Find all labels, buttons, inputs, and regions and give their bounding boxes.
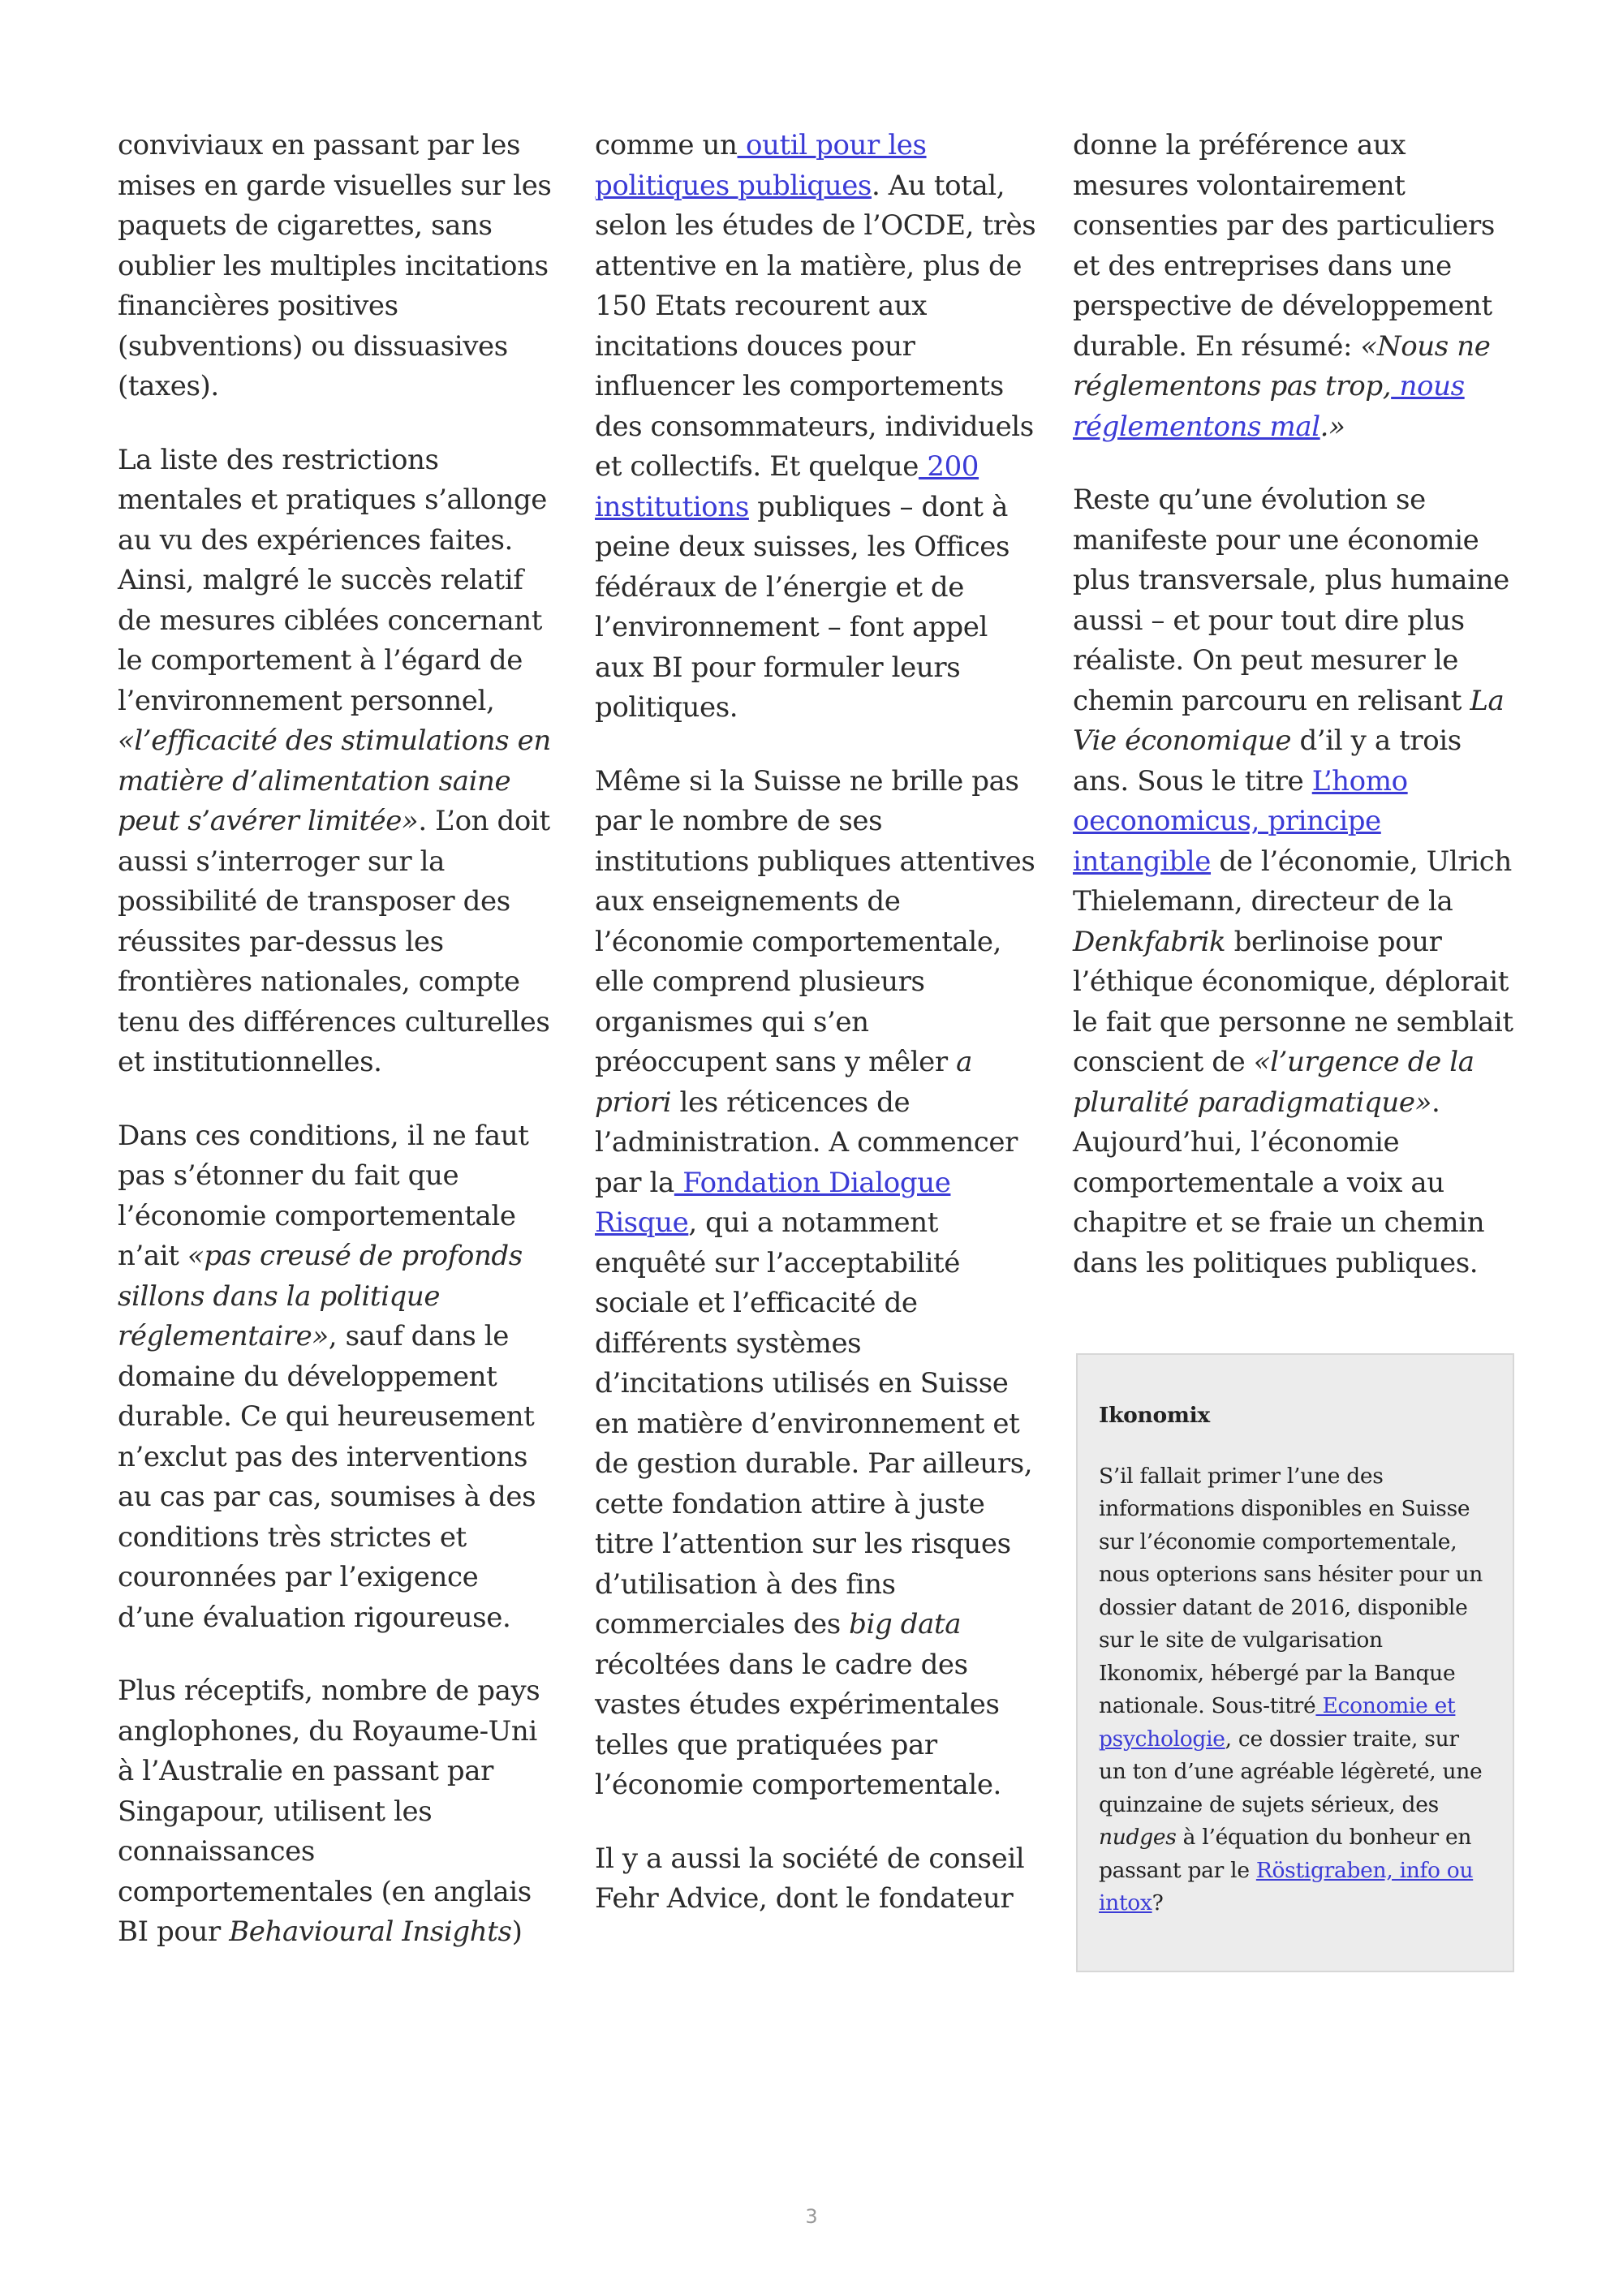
paragraph: conviviaux en passant par les mises en garde visuelles sur les paquets de cigarettes, sans oublier les multiples incitations financières positives (subventions) ou dissuasives (taxes). <box>118 129 552 402</box>
ikonomix-sidebar-box <box>1076 1353 1514 1972</box>
paragraph: La liste des restrictions mentales et pratiques s’allonge au vu des expériences faites. Ainsi, malgré le succès relatif de mesures ciblées concernant le comportement à l’égard de l’environnement personnel, «l’efficacité des stimulations en matière d’alimentation saine peut s’avérer limitée». L’on doit aussi s’interroger sur la possibilité de transposer des réussites par-dessus les frontières nationales, compte tenu des différences culturelles et institutionnelles. <box>118 443 551 1078</box>
paragraph: comme un outil pour les politiques publiques. Au total, selon les études de l’OCDE, très attentive en la matière, plus de 150 Etats recourent aux incitations douces pour influencer les comportements des consommateurs, individuels et collectifs. Et quelque 200 institutions publiques – dont à peine deux suisses, les Offices fédéraux de l’énergie et de l’environnement – font appel aux BI pour formuler leurs politiques. <box>595 129 1036 724</box>
page-number: 3 <box>805 2205 818 2228</box>
link-200-institutions[interactable]: 200 institutions <box>595 450 979 523</box>
link-reglementons-mal[interactable]: nous réglementons mal <box>1073 370 1465 443</box>
link-economie-psychologie[interactable]: Economie et psychologie <box>1099 1693 1456 1752</box>
link-outil-politiques-publiques[interactable]: outil pour les politiques publiques <box>595 129 927 202</box>
paragraph: donne la préférence aux mesures volontairement consenties par des particuliers et des entreprises dans une perspective de développement durable. En résumé: «Nous ne réglementons pas trop, nous réglementons mal.» <box>1073 129 1495 443</box>
paragraph: Dans ces conditions, il ne faut pas s’étonner du fait que l’économie comportementale n’ait «pas creusé de profonds sillons dans la politique réglementaire», sauf dans le domaine du développement durable. Ce qui heureusement n’exclut pas des interventions au cas par cas, soumises à des conditions très strictes et couronnées par l’exigence d’une évaluation rigoureuse. <box>118 1119 536 1634</box>
paragraph: Il y a aussi la société de conseil Fehr Advice, dont le fondateur <box>595 1842 1025 1915</box>
link-rostigraben[interactable]: Röstigraben, info ou intox <box>1099 1857 1474 1915</box>
text-column-3 <box>1073 126 1515 1317</box>
text-column-1 <box>118 126 560 1986</box>
box-text: S’il fallait primer l’une des informations disponibles en Suisse sur l’économie comportementale, nous opterions sans hésiter pour un dossier datant de 2016, disponible sur le site de vulgarisation Ikonomix, hébergé par la Banque nationale. Sous-titré Economie et psychologie, ce dossier traite, sur un ton d’une agréable légèreté, une quinzaine de sujets sérieux, des nudges à l’équation du bonheur en passant par le Röstigraben, info ou intox? <box>1099 1463 1483 1915</box>
paragraph: Reste qu’une évolution se manifeste pour une économie plus transversale, plus humaine aussi – et pour tout dire plus réaliste. On peut mesurer le chemin parcouru en relisant La Vie économique d’il y a trois ans. Sous le titre L’homo oeconomicus, principe intangible de l’économie, Ulrich Thielemann, directeur de la Denkfabrik berlinoise pour l’éthique économique, déplorait le fait que personne ne semblait conscient de «l’urgence de la pluralité paradigmatique». Aujourd’hui, l’économie comportementale a voix au chapitre et se fraie un chemin dans les politiques publiques. <box>1073 484 1513 1279</box>
box-title: Ikonomix <box>1099 1403 1210 1428</box>
text-column-2 <box>595 126 1037 1953</box>
paragraph: Plus réceptifs, nombre de pays anglophones, du Royaume-Uni à l’Australie en passant par Singapour, utilisent les connaissances comportementales (en anglais BI pour Behavioural Insights) <box>118 1675 540 1948</box>
link-homo-oeconomicus[interactable]: L’homo oeconomicus, principe intangible <box>1073 764 1408 878</box>
paragraph: Même si la Suisse ne brille pas par le nombre de ses institutions publiques attentives aux enseignements de l’économie comportementale, elle comprend plusieurs organismes qui s’en préoccupent sans y mêler a priori les réticences de l’administration. A commencer par la Fondation Dialogue Risque, qui a notamment enquêté sur l’acceptabilité sociale et l’efficacité de différents systèmes d’incitations utilisés en Suisse en matière d’environnement et de gestion durable. Par ailleurs, cette fondation attire à juste titre l’attention sur les risques d’utilisation à des fins commerciales des big data récoltées dans le cadre des vastes études expérimentales telles que pratiquées par l’économie comportementale. <box>595 764 1035 1801</box>
link-fondation-dialogue-risque[interactable]: Fondation Dialogue Risque <box>595 1166 951 1239</box>
